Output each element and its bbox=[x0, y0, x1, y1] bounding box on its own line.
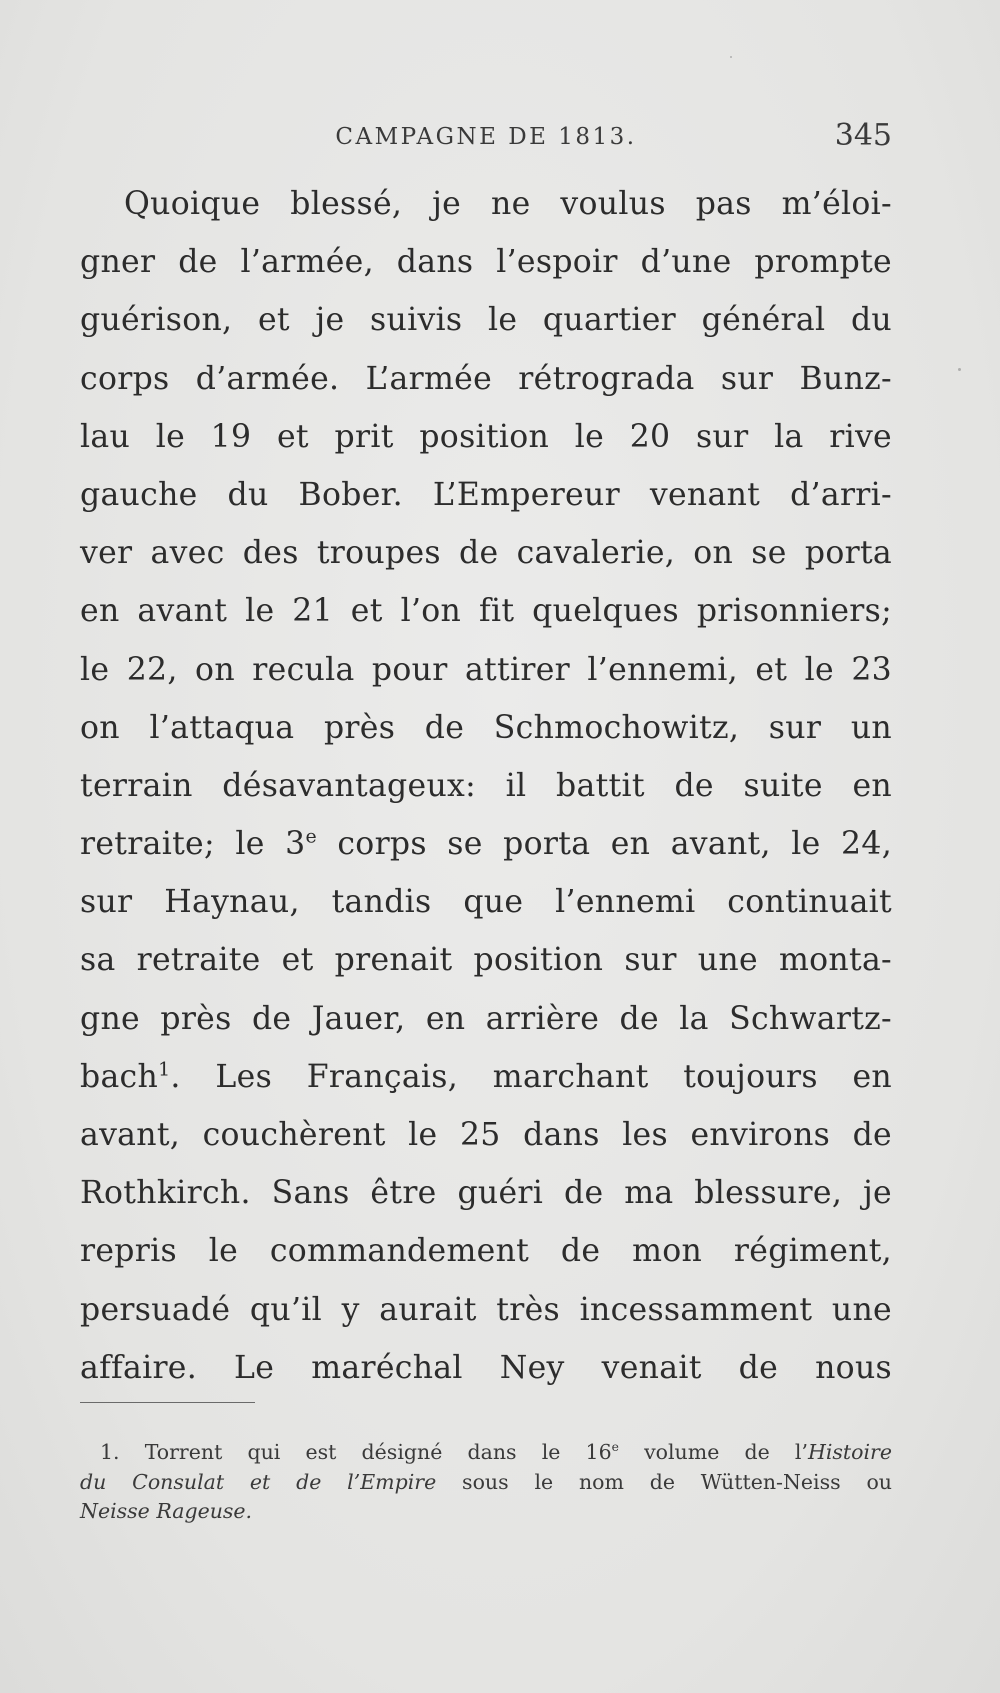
text-line: on l’attaqua près de Schmochowitz, sur un bbox=[80, 709, 892, 746]
text-line: retraite; le 3e corps se porta en avant, le 24, bbox=[80, 825, 893, 863]
footnote-divider bbox=[80, 1402, 255, 1403]
text-line: gauche du Bober. L’Empereur venant d’arri- bbox=[80, 476, 892, 513]
text-line: le 22, on recula pour attirer l’ennemi, et le 23 bbox=[80, 651, 892, 688]
paper-speck bbox=[730, 56, 732, 58]
text-line: guérison, et je suivis le quartier général du bbox=[80, 302, 892, 339]
footnote-marker: 1 bbox=[158, 1058, 171, 1081]
text-line: corps d’armée. L’armée rétrograda sur Bunz- bbox=[80, 360, 892, 397]
body-paragraph bbox=[80, 175, 892, 1397]
text-line: bach$^1$. Les Français, marchant toujours en bbox=[80, 1058, 892, 1095]
text-line: avant, couchèrent le 25 dans les environs de bbox=[80, 1117, 892, 1153]
text-line: sa retraite et prenait position sur une monta- bbox=[80, 942, 892, 979]
running-title: CAMPAGNE DE 1813. bbox=[335, 124, 637, 150]
text-line: Rothkirch. Sans être guéri de ma blessure, je bbox=[80, 1175, 892, 1212]
running-head bbox=[80, 118, 892, 158]
footnote-line: 1. Torrent qui est désigné dans le 16e volume de l’Histoire bbox=[100, 1440, 892, 1464]
text-line: affaire. Le maréchal Ney venait de nous bbox=[80, 1349, 892, 1386]
text-line: terrain désavantageux: il battit de suite en bbox=[80, 767, 892, 804]
text-line: Quoique blessé, je ne voulus pas m’éloi- bbox=[124, 186, 892, 222]
page-number: 345 bbox=[834, 118, 892, 153]
text-line: gne près de Jauer, en arrière de la Schwartz- bbox=[80, 1000, 892, 1037]
footnote-line: Neisse Rageuse. bbox=[80, 1499, 253, 1523]
superscript-e: e bbox=[305, 825, 317, 848]
text-line: persuadé qu’il y aurait très incessamment une bbox=[80, 1291, 892, 1328]
text-line: lau le 19 et prit position le 20 sur la rive bbox=[80, 418, 892, 455]
text-line: ver avec des troupes de cavalerie, on se porta bbox=[80, 535, 892, 572]
text-line: gner de l’armée, dans l’espoir d’une prompte bbox=[80, 244, 892, 281]
footnote-line: du Consulat et de l’Empire sous le nom de Wütten-Neiss ou bbox=[80, 1469, 892, 1494]
text-line: en avant le 21 et l’on fit quelques prisonniers; bbox=[80, 593, 892, 630]
footnote bbox=[80, 1438, 892, 1527]
text-line: sur Haynau, tandis que l’ennemi continuait bbox=[80, 884, 892, 921]
paper-speck bbox=[958, 368, 961, 371]
text-line: repris le commandement de mon régiment, bbox=[80, 1233, 892, 1270]
